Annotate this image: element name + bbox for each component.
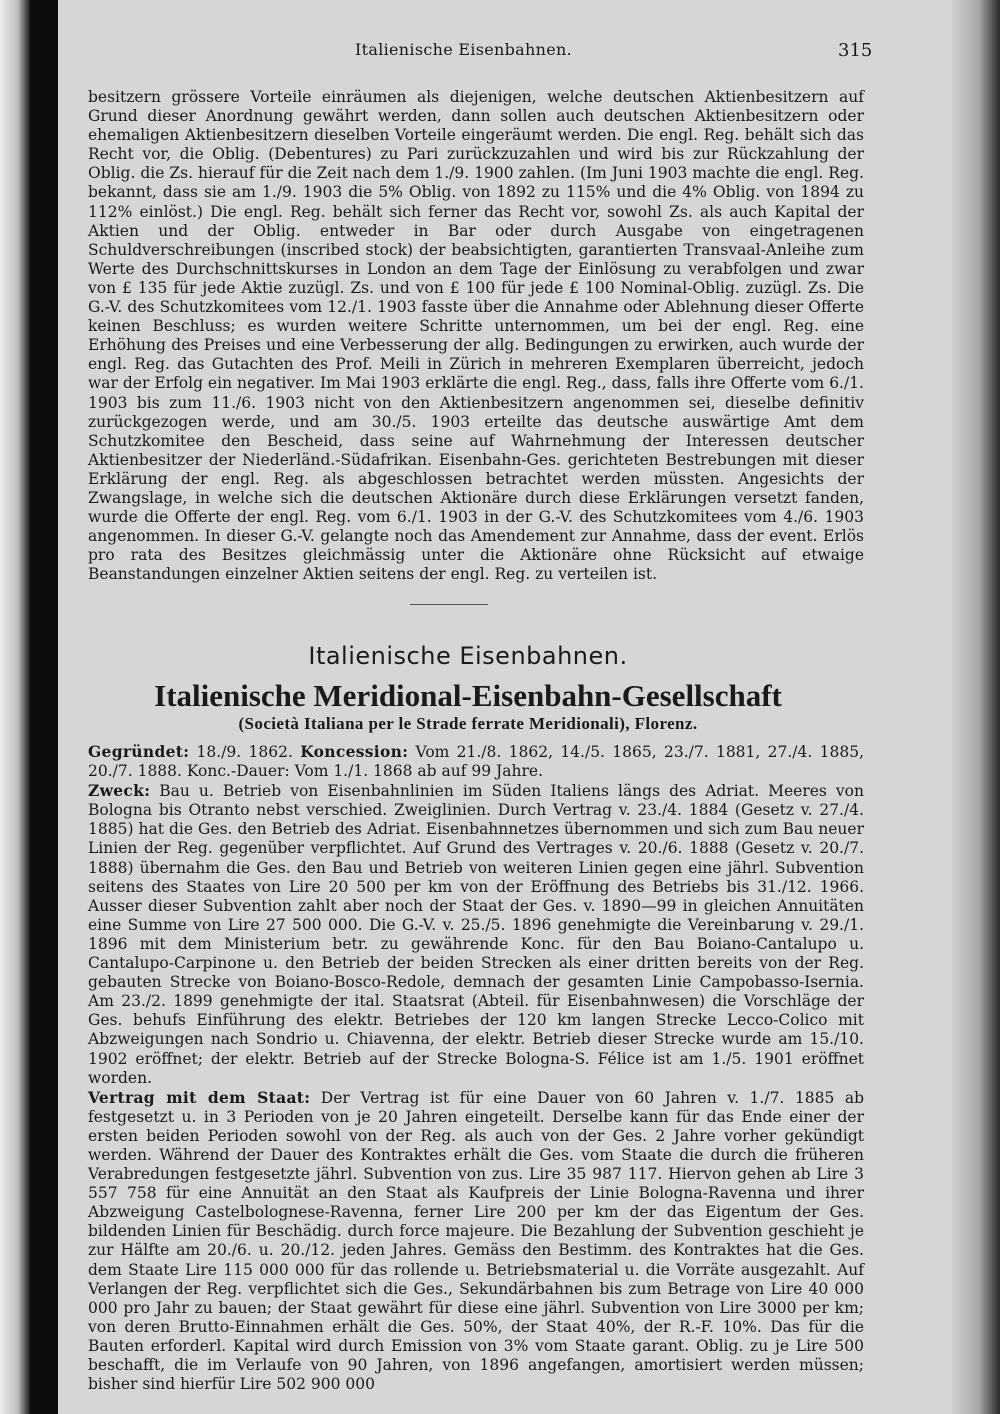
entry-label: Zweck: bbox=[88, 781, 151, 801]
entry-purpose bbox=[88, 781, 864, 1088]
entry-contract bbox=[88, 1088, 864, 1395]
company-name: Italienische Meridional-Eisenbahn-Gesellschaft bbox=[154, 678, 782, 713]
entry-text: Bau u. Betrieb von Eisenbahnlinien im Süden Italiens längs des Adriat. Meeres von Bologna bis Otranto nebst verschied. Zweiglinien. Durch Vertrag v. 23./4. 1884 (Gesetz v. 27./4. 1885) hat die Ges. den Betrieb des Adriat. Eisenbahnnetzes übernommen und sich zum Bau neuer Linien der Reg. gegenüber verpflichtet. Auf Grund des Vertrages v. 20./6. 1888 (Gesetz v. 20./7. 1888) übernahm die Ges. den Bau und Betrieb von weiteren Linien gegen eine jährl. Subvention seitens des Staates von Lire 20 500 per km von der Eröffnung des Betriebs bis 31./12. 1966. Ausser dieser Subvention zahlt aber noch der Staat der Ges. v. 1890—99 in gleichen Annuitäten eine Summe von Lire 27 500 000. Die G.-V. v. 25./5. 1896 genehmigte die Vereinbarung v. 29./1. 1896 mit dem Ministerium betr. zu gewährende Konc. für den Bau Boiano-Cantalupo u. Cantalupo-Carpinone u. den Betrieb der beiden Strecken als einer dritten bereits von der Reg. gebauten Strecke von Boiano-Bosco-Redole, demnach der gesamten Linie Campobasso-Isernia. Am 23./2. 1899 genehmigte der ital. Staatsrat (Abteil. für Eisenbahnwesen) die Vorschläge der Ges. behufs Einführung des elektr. Betriebes der 120 km langen Strecke Lecco-Colico mit Abzweigungen nach Sondrio u. Chiavenna, der elektr. Betrieb dieser Strecke wurde am 15./10. 1902 eröffnet; der elektr. Betrieb auf der Strecke Bologna-S. Félice ist am 1./5. 1901 eröffnet worden. bbox=[88, 782, 864, 1087]
section-divider bbox=[410, 604, 488, 605]
entry-text: 18./9. 1862. bbox=[189, 743, 301, 761]
entry-founded bbox=[88, 742, 864, 781]
entry-text: Der Vertrag ist für eine Dauer von 60 Jahren v. 1./7. 1885 ab festgesetzt u. in 3 Perioden von je 20 Jahren eingeteilt. Derselbe kann für das Ende einer der ersten beiden Perioden sowohl von der Reg. als auch von der Ges. 2 Jahre vorher gekündigt werden. Während der Dauer des Kontraktes erhält die Ges. vom Staate die durch die früheren Verabredungen festgesetzte jährl. Subvention von zus. Lire 35 987 117. Hiervon gehen ab Lire 3 557 758 für eine Annuität an den Staat als Kaufpreis der Linie Bologna-Ravenna und ihrer Abzweigung Castelbolognese-Ravenna, ferner Lire 200 per km der das Eigentum der Ges. bildenden Linien für Beschädig. durch force majeure. Die Bezahlung der Subvention geschieht je zur Hälfte am 20./6. u. 20./12. jeden Jahres. Gemäss den Bestimm. des Kontraktes hat die Ges. dem Staate Lire 115 000 000 für das rollende u. Betriebsmaterial u. die Vorräte ausgezahlt. Auf Verlangen der Reg. verpflichtet sich die Ges., Sekundärbahnen bis zum Betrage von Lire 40 000 000 pro Jahr zu bauen; der Staat gewährt für diese eine jährl. Subvention von Lire 3000 per km; von deren Brutto-Einnahmen erhält die Ges. 50%, der Staat 40%, der R.-F. 10%. Das für die Bauten erforderl. Kapital wird durch Emission von 3% vom Staate garant. Oblig. zu je Lire 500 beschafft, die im Verlaufe von 90 Jahren, von 1896 angefangen, amortisiert werden müssen; bisher sind hierfür Lire 502 900 000 bbox=[88, 1088, 865, 1394]
entry-label: Gegründet: bbox=[88, 742, 190, 761]
company-entries bbox=[88, 742, 864, 1394]
continuation-text: besitzern grössere Vorteile einräumen als diejenigen, welche deutschen Aktienbesitzern auf Grund dieser Anordnung gewährt werden, dann sollen auch deutschen Aktienbesitzern oder ehemaligen Aktienbesitzern dieselben Vorteile eingeräumt werden. Die engl. Reg. behält sich das Recht vor, die Oblig. (Debentures) zu Pari zurückzuzahlen und wird bis zur Rückzahlung der Oblig. die Zs. hierauf für die Zeit nach dem 1./9. 1900 zahlen. (Im Juni 1903 machte die engl. Reg. bekannt, dass sie am 1./9. 1903 die 5% Oblig. von 1892 zu 115% und die 4% Oblig. von 1894 zu 112% einlöst.) Die engl. Reg. behält sich ferner das Recht vor, sowohl Zs. als auch Kapital der Aktien und der Oblig. entweder in Bar oder durch Ausgabe von eingetragenen Schuldverschreibungen (inscribed stock) der beabsichtigten, garantierten Transvaal-Anleihe zum Werte des Durchschnittskurses in London an dem Tage der Einlösung zu verabfolgen und zwar von £ 135 für jede Aktie zuzügl. Zs. und von £ 100 für jede £ 100 Nominal-Oblig. zuzügl. Zs. Die G.-V. des Schutzkomitees vom 12./1. 1903 fasste über die Annahme oder Ablehnung dieser Offerte keinen Beschluss; es wurden weitere Schritte unternommen, um bei der engl. Reg. eine Erhöhung des Preises und eine Verbesserung der allg. Bedingungen zu erwirken, auch wurde der engl. Reg. das Gutachten des Prof. Meili in Zürich in mehreren Exemplaren überreicht, jedoch war der Erfolg ein negativer. Im Mai 1903 erklärte die engl. Reg., dass, falls ihre Offerte vom 6./1. 1903 bis zum 11./6. 1903 nicht von den Aktienbesitzern angenommen sei, dieselbe definitiv zurückgezogen werde, und am 30./5. 1903 erteilte das deutsche auswärtige Amt dem Schutzkomitee den Bescheid, dass seine auf Wahrnehmung der Interessen deutscher Aktienbesitzer der Niederländ.-Südafrikan. Eisenbahn-Ges. gerichteten Bestrebungen mit dieser Erklärung der engl. Reg. als abgeschlossen betrachtet werden müssten. Angesichts der Zwangslage, in welche sich die deutschen Aktionäre durch diese Erklärungen versetzt fanden, wurde die Offerte der engl. Reg. vom 6./1. 1903 in der G.-V. des Schutzkomitees vom 4./6. 1903 angenommen. In dieser G.-V. gelangte noch das Amendement zur Annahme, dass der event. Erlös pro rata des Besitzes gleichmässig unter die Aktionäre ohne Rücksicht auf etwaige Beanstandungen einzelner Aktien seitens der engl. Reg. zu verteilen ist. bbox=[88, 88, 864, 584]
running-title: Italienische Eisenbahnen. bbox=[355, 40, 572, 59]
entry-label: Koncession: bbox=[300, 742, 409, 761]
page-edge-shadow bbox=[952, 0, 1000, 1414]
entry-text: Vom 21./8. 1862, 14./5. 1865, 23./7. 1881, 27./4. 1885, 20./7. 1888. Konc.-Dauer: Vom 1./1. 1868 ab auf 99 Jahre. bbox=[88, 743, 864, 781]
page-number: 315 bbox=[838, 40, 873, 61]
continuation-paragraph bbox=[88, 88, 864, 584]
section-title: Italienische Eisenbahnen. bbox=[308, 642, 628, 670]
entry-label: Vertrag mit dem Staat: bbox=[88, 1087, 311, 1107]
company-subtitle: (Società Italiana per le Strade ferrate Meridionali), Florenz. bbox=[238, 714, 698, 733]
